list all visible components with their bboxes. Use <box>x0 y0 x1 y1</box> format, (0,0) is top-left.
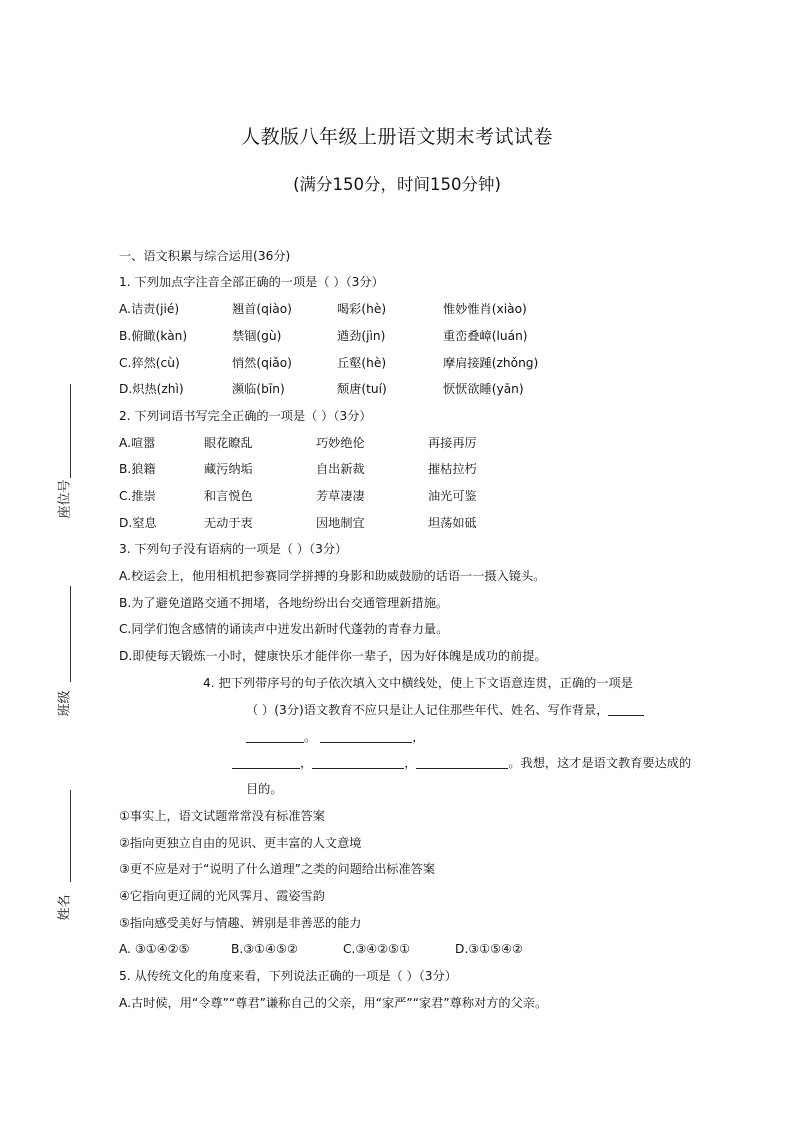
question-4-stem-cont <box>246 702 644 718</box>
option-text: 遒劲(jìn) <box>337 329 386 343</box>
question-4-text: （ ）(3分)语文教育不应只是让人记住那些年代、姓名、写作背景， <box>246 703 609 717</box>
name-line <box>70 790 71 882</box>
question-4-stem: 4. 把下列带序号的句子依次填入文中横线处，使上下文语意连贯，正确的一项是 <box>203 676 633 690</box>
option-text: 眼花瞭乱 <box>204 436 253 450</box>
question-3-option-b: B.为了避免道路交通不拥堵，各地纷纷出台交通管理新措施。 <box>119 596 449 610</box>
question-4-item: ①事实上，语文试题常常没有标准答案 <box>119 809 325 823</box>
answer-blank[interactable] <box>312 756 404 769</box>
question-4-blank-line <box>246 729 424 745</box>
question-4-item: ②指向更独立自由的见识、更丰富的人文意境 <box>119 836 362 850</box>
question-3-option-a: A.校运会上，他用相机把参赛同学拼搏的身影和助威鼓励的话语一一摄入镜头。 <box>119 569 546 583</box>
punctuation: ， <box>300 756 313 770</box>
section-heading: 一、语文积累与综合运用(36分) <box>119 249 291 263</box>
option-text: 和言悦色 <box>204 489 253 503</box>
question-1-stem: 1. 下列加点字注音全部正确的一项是（ ）（3分） <box>119 275 384 289</box>
option-text: 藏污纳垢 <box>204 462 253 476</box>
option-text: B.狼籍 <box>119 462 156 476</box>
question-3-stem: 3. 下列句子没有语病的一项是（ ）（3分） <box>119 542 348 556</box>
option-text: 巧妙绝伦 <box>316 436 365 450</box>
question-4-stem-end: 目的。 <box>246 782 283 796</box>
class-line <box>70 586 71 682</box>
question-2-stem: 2. 下列词语书写完全正确的一项是（ ）（3分） <box>119 409 372 423</box>
option-text: A.诘责(jié) <box>119 302 180 316</box>
option-text: A.喧嚣 <box>119 436 156 450</box>
option-text: 颓唐(tuí) <box>337 382 387 396</box>
punctuation: 。 <box>304 730 317 744</box>
choice-d: D.③①⑤④② <box>455 942 523 956</box>
option-text: 恹恹欲睡(yān) <box>443 382 524 396</box>
answer-blank[interactable] <box>416 756 508 769</box>
option-text: 濒临(bīn) <box>232 382 285 396</box>
option-text: D.窒息 <box>119 516 157 530</box>
option-text: 坦荡如砥 <box>428 516 477 530</box>
choice-a: A. ③①④②⑤ <box>119 942 190 956</box>
question-4-blank-line-2 <box>232 755 691 771</box>
option-text: 惟妙惟肖(xiào) <box>443 302 527 316</box>
punctuation: ， <box>404 756 417 770</box>
option-text: 再接再厉 <box>428 436 477 450</box>
question-4-text: 。我想，这才是语文教育要达成的 <box>508 756 692 770</box>
question-4-item: ③更不应是对于“说明了什么道理”之类的问题给出标准答案 <box>119 862 436 876</box>
question-3-option-d: D.即使每天锻炼一小时，健康快乐才能伴你一辈子，因为好体魄是成功的前提。 <box>119 649 547 663</box>
name-label: 姓名 <box>57 894 73 921</box>
option-text: C.猝然(cù) <box>119 356 180 370</box>
option-text: 因地制宜 <box>316 516 365 530</box>
question-4-item: ④它指向更辽阔的光风霁月、霞姿雪韵 <box>119 889 325 903</box>
question-5-stem: 5. 从传统文化的角度来看，下列说法正确的一项是（ ）（3分） <box>119 969 457 983</box>
seat-line <box>70 384 71 478</box>
question-5-option-a: A.古时候，用“令尊”“尊君”谦称自己的父亲，用“家严”“家君”尊称对方的父亲。 <box>119 996 548 1010</box>
option-text: B.俯瞰(kàn) <box>119 329 188 343</box>
choice-b: B.③①④⑤② <box>231 942 298 956</box>
class-label: 班级 <box>57 690 73 717</box>
option-text: 喝彩(hè) <box>337 302 387 316</box>
page-title: 人教版八年级上册语文期末考试试卷 <box>240 126 553 148</box>
question-4-item: ⑤指向感受美好与情趣、辨别是非善恶的能力 <box>119 916 362 930</box>
answer-blank[interactable] <box>232 756 300 769</box>
option-text: C.推崇 <box>119 489 156 503</box>
option-text: 芳草凄凄 <box>316 489 365 503</box>
punctuation: ， <box>412 730 425 744</box>
option-text: 摧枯拉朽 <box>428 462 477 476</box>
option-text: 自出新裁 <box>316 462 365 476</box>
question-3-option-c: C.同学们饱含感情的诵读声中迸发出新时代蓬勃的青春力量。 <box>119 622 449 636</box>
option-text: 重峦叠嶂(luán) <box>443 329 528 343</box>
option-text: 禁锢(gù) <box>232 329 282 343</box>
answer-blank[interactable] <box>246 730 304 743</box>
option-text: 翘首(qiào) <box>232 302 292 316</box>
answer-blank[interactable] <box>320 730 412 743</box>
option-text: 丘壑(hè) <box>337 356 387 370</box>
seat-label: 座位号 <box>57 479 73 519</box>
option-text: 无动于衷 <box>204 516 253 530</box>
option-text: 油光可鉴 <box>428 489 477 503</box>
answer-blank[interactable] <box>608 703 644 716</box>
page-subtitle: (满分150分，时间150分钟) <box>293 175 501 194</box>
choice-c: C.③④②⑤① <box>343 942 411 956</box>
option-text: D.炽热(zhì) <box>119 382 184 396</box>
option-text: 悄然(qiǎo) <box>232 356 292 370</box>
option-text: 摩肩接踵(zhǒng) <box>443 356 539 370</box>
